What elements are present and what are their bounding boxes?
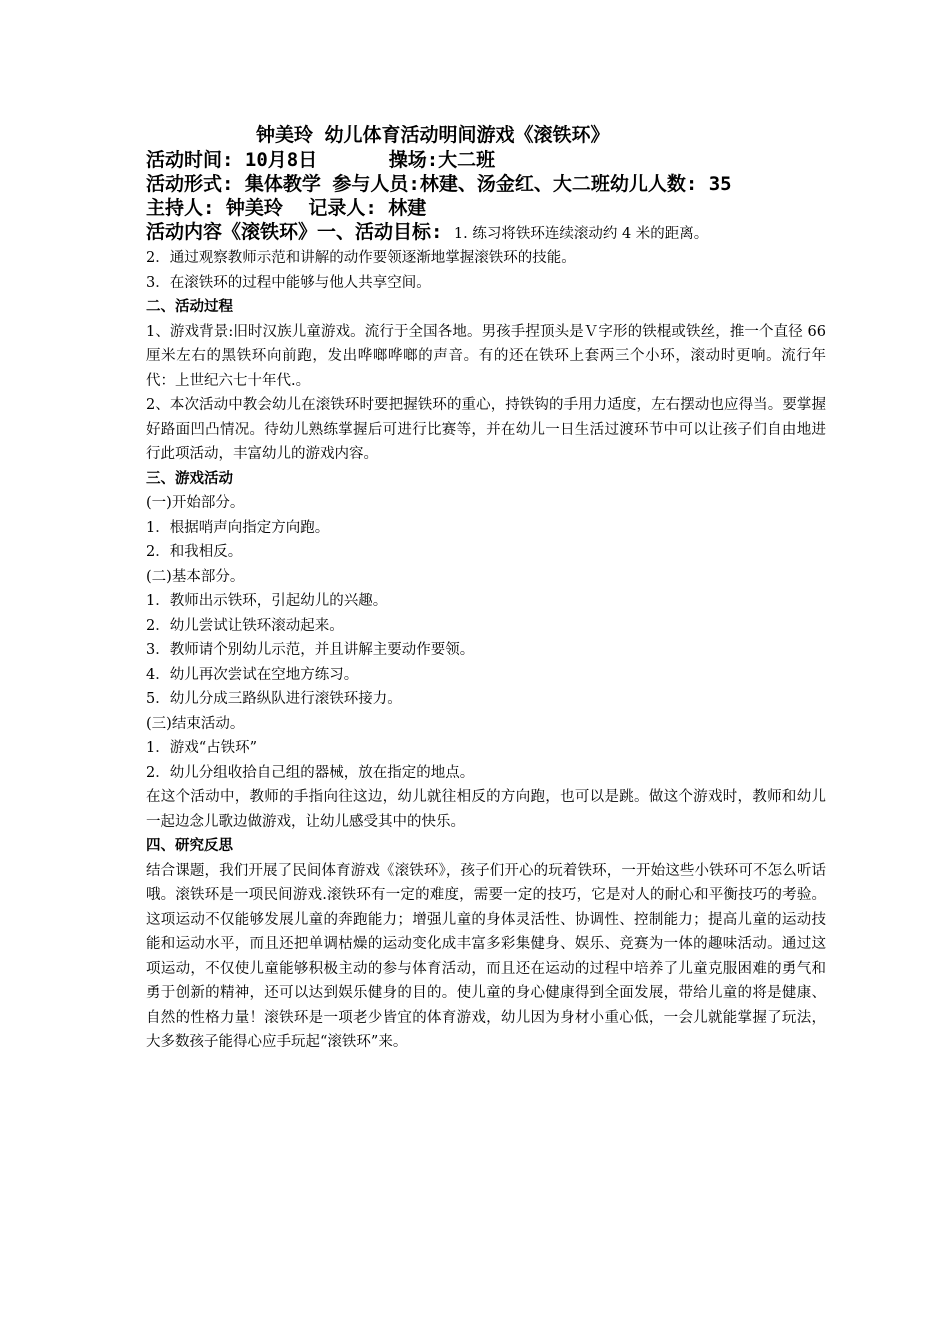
goal-item-3: 3．在滚铁环的过程中能够与他人共享空间。	[146, 274, 431, 291]
list-item: 1．根据哨声向指定方向跑。	[146, 519, 330, 536]
list-item: 2．幼儿尝试让铁环滚动起来。	[146, 617, 344, 634]
list-item: 5．幼儿分成三路纵队进行滚铁环接力。	[146, 691, 402, 707]
participants-value: 林建、汤金红、大二班幼儿人数:	[419, 173, 698, 195]
document-title: 钟美玲 幼儿体育活动明间游戏《滚铁环》	[256, 124, 610, 146]
process-paragraph-1: 1、游戏背景:旧时汉族儿童游戏。流行于全国各地。男孩手捏顶头是Ｖ字形的铁棍或铁丝，推一个直径 66 厘米左右的黑铁环向前跑，发出哗啷哗啷的声音。有的还在铁环上套两三个小环，滚动时更响。流行年代：上世纪六七十年代.。	[146, 323, 826, 389]
list-item: 1．游戏“占铁环”	[146, 740, 258, 756]
host-label: 主持人:	[146, 197, 215, 219]
list-item: 4．幼儿再次尝试在空地方练习。	[146, 666, 359, 683]
list-item: 2．和我相反。	[146, 544, 243, 560]
participant-count: 35	[708, 173, 732, 195]
game-closing-paragraph: 在这个活动中，教师的手指向往这边，幼儿就往相反的方向跑，也可以是跳。做这个游戏时，教师和幼儿一起边念儿歌边做游戏，让幼儿感受其中的快乐。	[146, 789, 826, 830]
part-heading-start: (一)开始部分。	[146, 495, 245, 511]
form-value: 集体教学	[244, 173, 321, 195]
time-label: 活动时间:	[146, 149, 234, 171]
form-label: 活动形式:	[146, 173, 234, 195]
activity-form-line	[146, 172, 826, 196]
content-line	[146, 220, 826, 246]
reflection-paragraph: 结合课题，我们开展了民间体育游戏《滚铁环》，孩子们开心的玩着铁环，一开始这些小铁环可不怎么听话哦。滚铁环是一项民间游戏.滚铁环有一定的难度，需要一定的技巧，它是对人的耐心和平衡技巧的考验。这项运动不仅能够发展儿童的奔跑能力；增强儿童的身体灵活性、协调性、控制能力；提高儿童的运动技能和运动水平，而且还把单调枯燥的运动变化成丰富多彩集健身、娱乐、竞赛为一体的趣味活动。通过这项运动，不仅使儿童能够积极主动的参与体育活动，而且还在运动的过程中培养了儿童克服困难的勇气和勇于创新的精神，还可以达到娱乐健身的目的。使儿童的身心健康得到全面发展，带给儿童的将是健康、自然的性格力量！滚铁环是一项老少皆宜的体育游戏，幼儿因为身材小重心低，一会儿就能掌握了玩法，大多数孩子能得心应手玩起“滚铁环”来。	[146, 862, 826, 1050]
time-value: 10月8日	[244, 149, 318, 171]
goal-item-1: 1. 练习将铁环连续滚动约 4 米的距离。	[453, 226, 709, 242]
recorder-value: 林建	[388, 197, 427, 219]
section-heading-process: 二、活动过程	[146, 299, 233, 315]
content-label: 活动内容《滚铁环》一、活动目标:	[146, 221, 443, 243]
goal-item-2: 2．通过观察教师示范和讲解的动作要领逐渐地掌握滚铁环的技能。	[146, 250, 576, 266]
host-line	[146, 196, 826, 220]
document-page	[146, 122, 826, 1055]
participants-label: 参与人员:	[332, 173, 420, 195]
activity-time-line	[146, 148, 826, 172]
part-heading-basic: (二)基本部分。	[146, 568, 245, 585]
host-value: 钟美玲	[225, 197, 283, 219]
section-heading-reflection: 四、研究反思	[146, 838, 233, 854]
list-item: 3．教师请个别幼儿示范，并且讲解主要动作要领。	[146, 642, 475, 658]
recorder-label: 记录人:	[308, 197, 377, 219]
list-item: 2．幼儿分组收拾自己组的器械，放在指定的地点。	[146, 764, 475, 781]
place-value: 大二班	[438, 149, 496, 171]
process-paragraph-2: 2、本次活动中教会幼儿在滚铁环时要把握铁环的重心，持铁钩的手用力适度，左右摆动也应得当。要掌握好路面凹凸情况。待幼儿熟练掌握后可进行比赛等，并在幼儿一日生活过渡环节中可以让孩子们自由地进行此项活动，丰富幼儿的游戏内容。	[146, 397, 826, 462]
place-label: 操场:	[388, 149, 439, 171]
part-heading-end: (三)结束活动。	[146, 715, 245, 732]
section-heading-game: 三、游戏活动	[146, 470, 233, 487]
list-item: 1．教师出示铁环，引起幼儿的兴趣。	[146, 593, 388, 609]
